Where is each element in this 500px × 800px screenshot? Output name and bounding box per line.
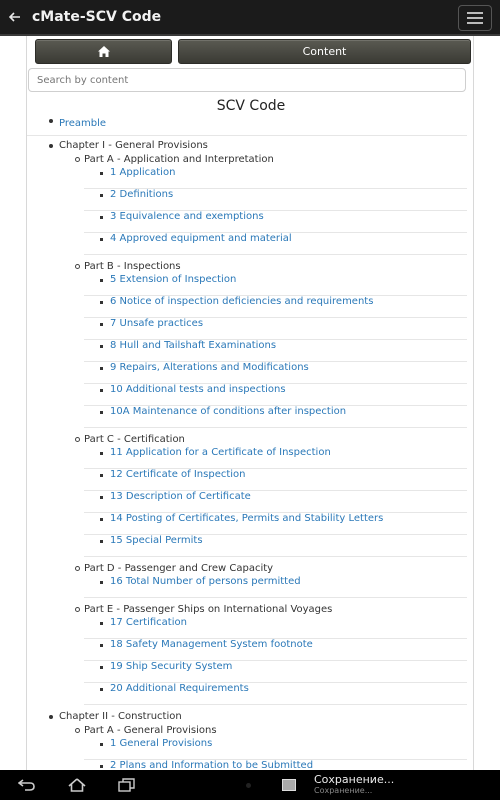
list-item — [84, 189, 467, 211]
toc-part-1a — [59, 153, 474, 255]
toc-link[interactable]: 18 Safety Management System footnote — [110, 639, 313, 650]
nav-dot-icon — [246, 783, 251, 788]
list-item — [84, 318, 467, 340]
list-item — [84, 167, 467, 189]
back-arrow-icon[interactable] — [0, 0, 30, 35]
toc-link[interactable]: 11 Application for a Certificate of Inspection — [110, 447, 331, 458]
list-item — [84, 211, 467, 233]
toc-part-1b — [59, 260, 474, 428]
toc-link[interactable]: 7 Unsafe practices — [110, 318, 204, 329]
home-icon — [98, 46, 110, 57]
preamble-link[interactable]: Preamble — [59, 118, 107, 129]
toc-link[interactable]: 14 Posting of Certificates, Permits and Stability Letters — [110, 513, 384, 524]
list-item — [84, 406, 467, 428]
toc-link[interactable]: 15 Special Permits — [110, 535, 203, 546]
toc-part-1c — [59, 433, 474, 557]
toc-link[interactable]: 17 Certification — [110, 617, 187, 628]
toc-link[interactable]: 1 General Provisions — [110, 738, 213, 749]
notification-subtitle: Сохранение... — [314, 786, 373, 795]
notification-title: Сохранение... — [314, 773, 395, 786]
toc-link[interactable]: 13 Description of Certificate — [110, 491, 251, 502]
table-of-contents — [27, 114, 474, 770]
toc-link[interactable]: 8 Hull and Tailshaft Examinations — [110, 340, 277, 351]
list-item — [84, 617, 467, 639]
toc-link[interactable]: 10A Maintenance of conditions after inspection — [110, 406, 347, 417]
toc-link[interactable]: 19 Ship Security System — [110, 661, 233, 672]
list-item — [84, 296, 467, 318]
toc-link[interactable]: 2 Definitions — [110, 189, 174, 200]
toc-link[interactable]: 3 Equivalence and exemptions — [110, 211, 264, 222]
system-nav-bar — [0, 770, 500, 800]
toc-link[interactable]: 4 Approved equipment and material — [110, 233, 292, 244]
list-item — [84, 362, 467, 384]
recent-apps-icon[interactable] — [102, 770, 152, 800]
chapter-1-label: Chapter I - General Provisions — [59, 140, 208, 151]
list-item — [84, 274, 467, 296]
list-item — [84, 447, 467, 469]
list-item — [84, 469, 467, 491]
list-item — [84, 340, 467, 362]
toc-link[interactable]: 2 Plans and Information to be Submitted — [110, 760, 314, 770]
toc-part-2a — [59, 724, 474, 770]
part-label: Part A - General Provisions — [84, 725, 217, 736]
list-item — [84, 233, 467, 255]
toc-chapter-2 — [27, 710, 474, 770]
toc-link[interactable]: 5 Extension of Inspection — [110, 274, 237, 285]
part-label: Part C - Certification — [84, 434, 185, 445]
page-title: SCV Code — [216, 98, 286, 114]
list-item — [84, 683, 467, 705]
toc-part-1e — [59, 603, 474, 705]
list-item — [84, 760, 467, 770]
back-icon[interactable] — [2, 770, 52, 800]
app-title: cMate-SCV Code — [32, 9, 162, 25]
content-button[interactable]: Content — [178, 39, 471, 64]
home-icon[interactable] — [52, 770, 102, 800]
part-label: Part D - Passenger and Crew Capacity — [84, 563, 274, 574]
toc-link[interactable]: 16 Total Number of persons permitted — [110, 576, 301, 587]
notification[interactable] — [282, 770, 394, 800]
part-label: Part E - Passenger Ships on International Voyages — [84, 604, 333, 615]
list-item — [84, 639, 467, 661]
part-label: Part A - Application and Interpretation — [84, 154, 274, 165]
nav-buttons — [35, 39, 471, 64]
toc-chapter-1 — [27, 139, 474, 705]
toc-link[interactable]: 12 Certificate of Inspection — [110, 469, 246, 480]
chapter-2-label: Chapter II - Construction — [59, 711, 182, 722]
list-item — [84, 513, 467, 535]
hamburger-menu-icon[interactable] — [458, 5, 492, 31]
list-item — [84, 491, 467, 513]
list-item — [84, 738, 467, 760]
toc-preamble — [27, 114, 467, 136]
list-item — [84, 535, 467, 557]
toc-link[interactable]: 10 Additional tests and inspections — [110, 384, 286, 395]
toc-link[interactable]: 20 Additional Requirements — [110, 683, 249, 694]
search-input[interactable] — [28, 68, 466, 92]
toc-link[interactable]: 1 Application — [110, 167, 176, 178]
list-item — [84, 576, 467, 598]
action-bar — [0, 0, 500, 36]
content-panel — [26, 36, 474, 770]
list-item — [84, 384, 467, 406]
home-button[interactable] — [35, 39, 172, 64]
gallery-icon — [282, 779, 296, 791]
part-label: Part B - Inspections — [84, 261, 181, 272]
toc-part-1d — [59, 562, 474, 598]
toc-link[interactable]: 6 Notice of inspection deficiencies and requirements — [110, 296, 374, 307]
toc-link[interactable]: 9 Repairs, Alterations and Modifications — [110, 362, 309, 373]
list-item — [84, 661, 467, 683]
